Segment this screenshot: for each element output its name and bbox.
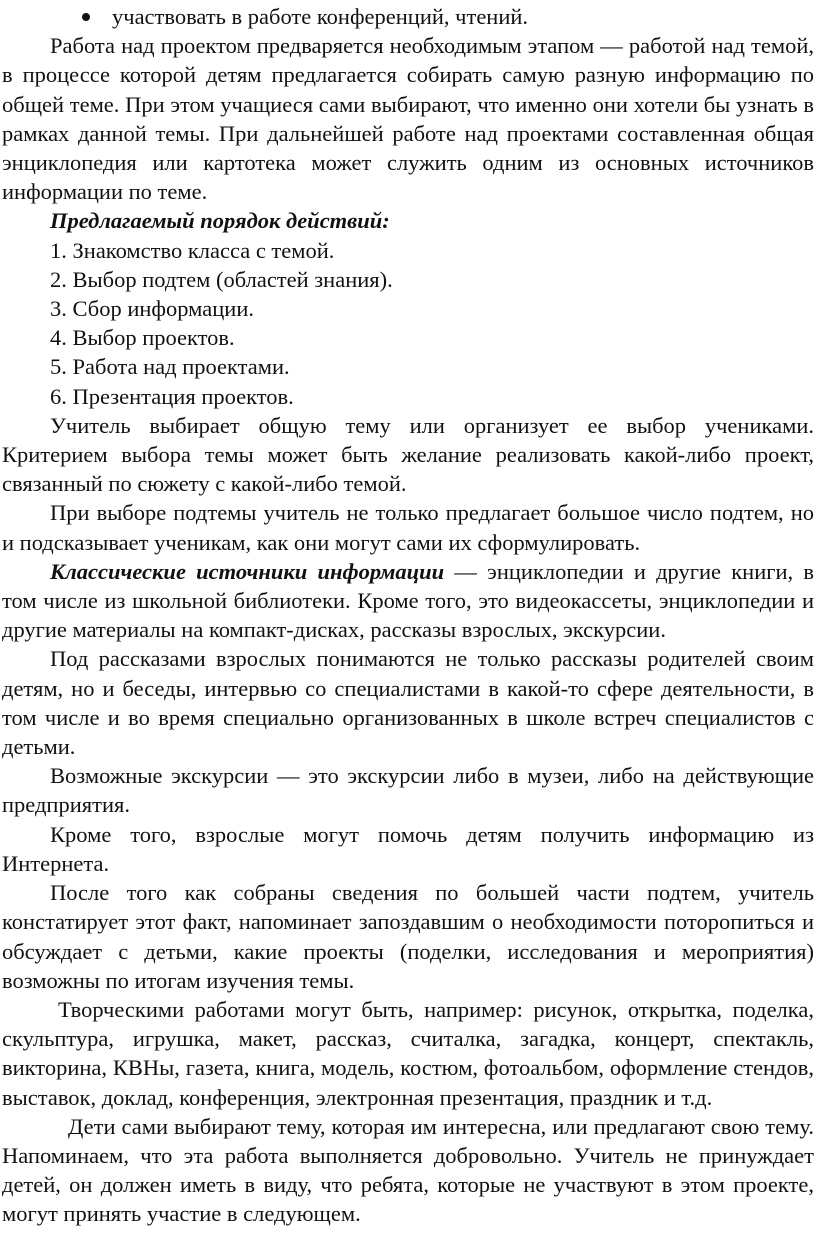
procedure-steps-list <box>0 236 816 411</box>
paragraph-internet: Кроме того, взрослые могут помочь детям получить информацию из Интернета. <box>2 821 814 876</box>
procedure-step: 4. Выбор проектов. <box>50 325 235 351</box>
paragraph-subtopic: При выборе подтемы учитель не только предлагает большое число подтем, но и подсказывает ученикам, как они могут сами их сформулировать. <box>2 500 814 555</box>
paragraph-adult-stories: Под рассказами взрослых понимаются не только рассказы родителей своим детям, но и беседы, интервью со специалистами в какой-то сфере деятельности, в том числе и во время специально организованных в школе встреч специалистов с детьми. <box>2 646 814 760</box>
paragraph-after-collection: После того как собраны сведения по большей части подтем, учитель констатирует этот факт, напоминает запоздавшим о необходимости поторопиться и обсуждает с детьми, какие проекты (поделки, исследования и мероприятия) возможны по итогам изучения темы. <box>2 880 814 993</box>
procedure-step: 1. Знакомство класса с темой. <box>50 237 335 263</box>
classic-sources-text: — энциклопедии и другие книги, в том числе из школьной библиотеки. Кроме того, это видеокассеты, энциклопедии и другие материалы на компакт-дисках, рассказы взрослых, экскурсии. <box>2 558 815 643</box>
bullet-dot-icon <box>82 13 90 21</box>
classic-sources-label: Классические источники информации <box>50 558 445 584</box>
bullet-text: участвовать в работе конференций, чтений. <box>112 4 529 29</box>
procedure-step: 5. Работа над проектами. <box>50 354 290 380</box>
paragraph-excursions: Возможные экскурсии — это экскурсии либо в музеи, либо на действующие предприятия. <box>2 763 814 818</box>
paragraph-classic-sources <box>0 557 816 645</box>
procedure-step: 6. Презентация проектов. <box>50 383 294 409</box>
procedure-step: 2. Выбор подтем (областей знания). <box>50 266 393 292</box>
paragraph-creative-works: Творческими работами могут быть, например: рисунок, открытка, поделка, скульптура, игрушка, макет, рассказ, считалка, загадка, концерт, спектакль, викторина, КВНы, газета, книга, модель, костюм, фотоальбом, оформление стендов, выставок, доклад, конференция, электронная презентация, праздник и т.д. <box>2 996 814 1110</box>
bullet-item <box>0 2 816 31</box>
paragraph-teacher-topic: Учитель выбирает общую тему или организует ее выбор учениками. Критерием выбора темы может быть желание реализовать какой-либо проект, связанный по сюжету с какой-либо темой. <box>2 412 814 497</box>
paragraph-children-choose: Дети сами выбирают тему, которая им интересна, или предлагают свою тему. Напоминаем, что эта работа выполняется добровольно. Учитель не принуждает детей, он должен иметь в виду, что ребята, которые не участвуют в этом проекте, могут принять участие в следующем. <box>2 1113 814 1227</box>
paragraph-project-preparation: Работа над проектом предваряется необходимым этапом — работой над темой, в процессе которой детям предлагается собирать самую разную информацию по общей теме. При этом учащиеся сами выбирают, что именно они хотели бы узнать в рамках данной темы. При дальнейшей работе над проектами составленная общая энциклопедия или картотека может служить одним из основных источников информации по теме. <box>2 33 814 205</box>
section-heading-procedure: Предлагаемый порядок действий: <box>50 208 390 234</box>
procedure-step: 3. Сбор информации. <box>50 296 254 322</box>
